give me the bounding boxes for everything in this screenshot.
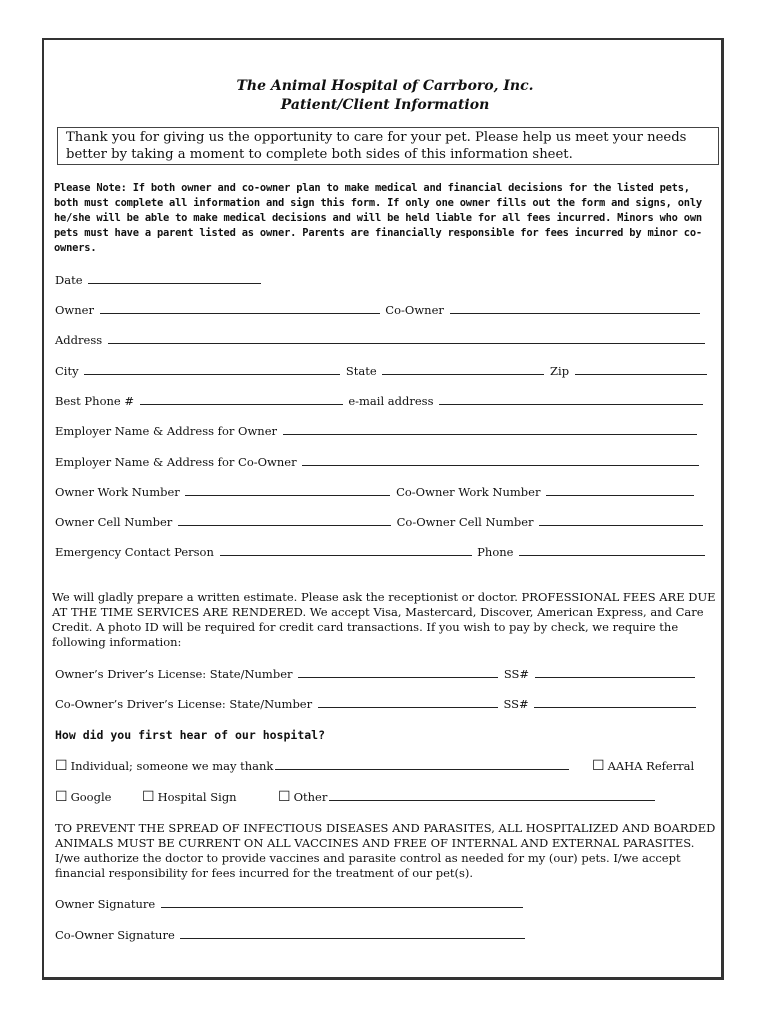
form-subtitle: Patient/Client Information	[280, 97, 490, 113]
co-owner-cell-field[interactable]	[539, 516, 703, 526]
owner-signature-field[interactable]	[161, 898, 523, 908]
checkbox-google[interactable]: ☐	[55, 789, 68, 805]
zip-field[interactable]	[575, 365, 707, 375]
please-note: Please Note: If both owner and co-owner plan to make medical and financial decisions for the listed pets, both must complete all information and sign this form. If only one owner fills out the form and signs, only he/she will be able to make medical decisions and will be held liable for all fees incurred. Minors who own pets must have a parent listed as owner. Parents are financially responsible for fees incurred by minor co-owners.	[54, 182, 702, 254]
other-label: Other	[293, 790, 328, 804]
hospital-sign-label: Hospital Sign	[157, 790, 237, 804]
owner-signature-row	[55, 897, 525, 911]
city-label: City	[55, 364, 79, 378]
referral-individual	[55, 759, 571, 773]
address-field[interactable]	[108, 334, 705, 344]
form-title: The Animal Hospital of Carrboro, Inc.	[236, 78, 534, 94]
date-field[interactable]	[88, 274, 261, 284]
co-owner-cell-label: Co-Owner Cell Number	[396, 515, 534, 529]
checkbox-individual[interactable]: ☐	[55, 758, 68, 774]
employer-owner-field[interactable]	[283, 425, 697, 435]
work-number-row	[55, 485, 696, 499]
date-row	[55, 273, 263, 287]
referral-other	[278, 790, 657, 804]
owner-license-field[interactable]	[298, 668, 498, 678]
owner-field[interactable]	[100, 304, 380, 314]
city-field[interactable]	[84, 365, 340, 375]
owner-license-row	[55, 667, 697, 681]
referral-hospital-sign	[142, 790, 237, 804]
co-owner-work-label: Co-Owner Work Number	[396, 485, 541, 499]
state-field[interactable]	[382, 365, 544, 375]
checkbox-aaha[interactable]: ☐	[592, 758, 605, 774]
phone-email-row	[55, 394, 705, 408]
co-owner-signature-label: Co-Owner Signature	[55, 928, 175, 942]
city-row	[55, 364, 709, 378]
emergency-contact-label: Emergency Contact Person	[55, 545, 214, 559]
intro-box: Thank you for giving us the opportunity to care for your pet. Please help us meet your needs better by taking a moment to complete both sides of this information sheet.	[57, 127, 719, 165]
state-label: State	[345, 364, 377, 378]
best-phone-field[interactable]	[140, 395, 343, 405]
owner-signature-label: Owner Signature	[55, 897, 156, 911]
individual-label: Individual; someone we may thank	[70, 759, 274, 773]
phone-field[interactable]	[519, 546, 705, 556]
vaccine-paragraph: TO PREVENT THE SPREAD OF INFECTIOUS DISEASES AND PARASITES, ALL HOSPITALIZED AND BOARDED ANIMALS MUST BE CURRENT ON ALL VACCINES AND FREE OF INTERNAL AND EXTERNAL PARASITES. I/we authorize the doctor to provide vaccines and parasite control as needed for my (our) pets. I/we accept financial responsibility for fees incurred for the treatment of our pet(s).	[55, 821, 716, 880]
date-label: Date	[55, 273, 83, 287]
address-label: Address	[55, 333, 103, 347]
google-label: Google	[70, 790, 112, 804]
best-phone-label: Best Phone #	[55, 394, 135, 408]
cell-number-row	[55, 515, 705, 529]
address-row	[55, 333, 707, 347]
emergency-contact-field[interactable]	[220, 546, 472, 556]
employer-co-owner-row	[55, 455, 701, 469]
co-owner-license-label: Co-Owner’s Driver’s License: State/Number	[55, 697, 313, 711]
estimate-paragraph: We will gladly prepare a written estimate. Please ask the receptionist or doctor. PROFESSIONAL FEES ARE DUE AT THE TIME SERVICES ARE RENDERED. We accept Visa, Mastercard, Discover, American Express, and Care Credit. A photo ID will be required for credit card transactions. If you wish to pay by check, we require the following information:	[52, 590, 716, 649]
co-owner-ss-field[interactable]	[534, 698, 696, 708]
employer-co-owner-label: Employer Name & Address for Co-Owner	[55, 455, 297, 469]
co-owner-license-field[interactable]	[318, 698, 498, 708]
referral-heading: How did you first hear of our hospital?	[55, 728, 326, 742]
emergency-row	[55, 545, 707, 559]
owner-license-label: Owner’s Driver’s License: State/Number	[55, 667, 293, 681]
co-owner-label: Co-Owner	[385, 303, 444, 317]
referral-aaha	[592, 759, 694, 773]
co-owner-field[interactable]	[450, 304, 700, 314]
co-owner-signature-row	[55, 928, 527, 942]
co-owner-signature-field[interactable]	[180, 929, 525, 939]
owner-ss-label: SS#	[503, 667, 530, 681]
owner-cell-label: Owner Cell Number	[55, 515, 173, 529]
zip-label: Zip	[550, 364, 570, 378]
owner-work-field[interactable]	[185, 486, 390, 496]
checkbox-other[interactable]: ☐	[278, 789, 291, 805]
email-label: e-mail address	[348, 394, 434, 408]
employer-owner-label: Employer Name & Address for Owner	[55, 424, 277, 438]
owner-row	[55, 303, 702, 317]
checkbox-hospital-sign[interactable]: ☐	[142, 789, 155, 805]
other-field[interactable]	[329, 791, 655, 801]
individual-field[interactable]	[275, 760, 569, 770]
co-owner-ss-label: SS#	[503, 697, 529, 711]
co-owner-license-row	[55, 697, 698, 711]
owner-cell-field[interactable]	[178, 516, 391, 526]
co-owner-work-field[interactable]	[546, 486, 694, 496]
employer-co-owner-field[interactable]	[302, 456, 699, 466]
owner-ss-field[interactable]	[535, 668, 695, 678]
email-field[interactable]	[439, 395, 703, 405]
phone-label: Phone	[477, 545, 514, 559]
owner-work-label: Owner Work Number	[55, 485, 180, 499]
employer-owner-row	[55, 424, 699, 438]
aaha-label: AAHA Referral	[607, 759, 695, 773]
referral-google	[55, 790, 111, 804]
owner-label: Owner	[55, 303, 94, 317]
